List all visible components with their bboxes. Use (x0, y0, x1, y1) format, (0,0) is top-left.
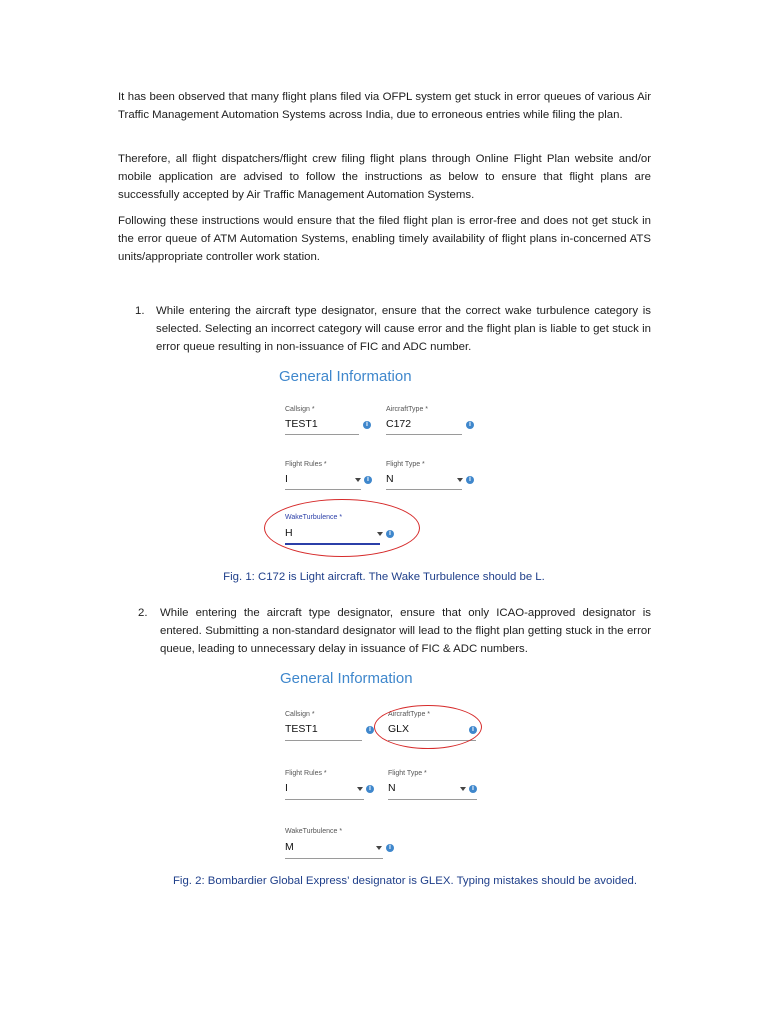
flight-rules-select[interactable] (285, 461, 375, 491)
list-item-2-text: While entering the aircraft type designator, ensure that only ICAO-approved designator is entered. Submitting a non-standard designator will lead to the flight plan getting stuck in the error queue, leading to unnecessary delay in issuance of FIC & ADC numbers. (160, 607, 651, 655)
info-icon[interactable]: i (466, 421, 474, 429)
callsign-label: Callsign * (285, 406, 315, 413)
list-number-1: 1. (135, 305, 145, 317)
caret-down-icon[interactable] (357, 787, 363, 791)
field-underline (285, 489, 361, 490)
flight-type-label: Flight Type * (386, 461, 425, 468)
highlight-ellipse (264, 499, 420, 557)
flight-type-value: N (386, 473, 394, 485)
info-icon[interactable]: i (466, 476, 474, 484)
wake-turbulence-value: M (285, 841, 294, 853)
flight-rules-value: I (285, 473, 288, 485)
list-item-1-text: While entering the aircraft type designator, ensure that the correct wake turbulence category is selected. Selecting an incorrect category will cause error and the flight plan is liable to get stuck in error queue resulting in non-issuance of FIC and ADC number. (156, 305, 651, 353)
aircraft-type-field[interactable] (386, 406, 476, 436)
form-title: General Information (280, 670, 413, 687)
info-icon[interactable]: i (366, 726, 374, 734)
figure-caption-1: Fig. 1: C172 is Light aircraft. The Wake Turbulence should be L. (223, 571, 545, 583)
field-underline (285, 434, 359, 435)
aircraft-type-value: C172 (386, 418, 412, 430)
callsign-field[interactable] (285, 711, 381, 743)
wake-turbulence-select[interactable] (285, 828, 397, 860)
info-icon[interactable]: i (386, 844, 394, 852)
field-underline (386, 434, 462, 435)
aircraft-type-value: GLX (388, 723, 410, 735)
intro-paragraph-3: Following these instructions would ensure that the filed flight plan is error-free and does not get stuck in the error queue of ATM Automation Systems, enabling timely availability of flight plans in-concerned ATS units/appropriate controller work station. (118, 215, 651, 263)
list-number-2: 2. (138, 607, 148, 619)
wake-turbulence-label: WakeTurbulence * (285, 514, 343, 521)
flight-type-label: Flight Type * (388, 770, 427, 777)
field-underline (388, 799, 477, 800)
field-underline (285, 799, 364, 800)
flight-rules-label: Flight Rules * (285, 770, 327, 777)
caret-down-icon[interactable] (457, 478, 463, 482)
caret-down-icon[interactable] (460, 787, 466, 791)
callsign-label: Callsign * (285, 711, 315, 718)
info-icon[interactable]: i (366, 785, 374, 793)
info-icon[interactable]: i (469, 726, 477, 734)
field-underline (386, 489, 462, 490)
field-underline (285, 740, 362, 741)
caret-down-icon[interactable] (376, 846, 382, 850)
wake-turbulence-value: H (285, 527, 293, 539)
general-information-form-2 (274, 666, 489, 864)
aircraft-type-label: AircraftType * (386, 406, 429, 413)
flight-type-select[interactable] (386, 461, 476, 491)
wake-turbulence-label: WakeTurbulence * (285, 828, 343, 835)
flight-rules-label: Flight Rules * (285, 461, 327, 468)
caret-down-icon[interactable] (355, 478, 361, 482)
info-icon[interactable]: i (386, 530, 394, 538)
form-title: General Information (279, 368, 412, 385)
info-icon[interactable]: i (364, 476, 372, 484)
highlight-ellipse (374, 705, 482, 749)
flight-rules-value: I (285, 782, 288, 794)
callsign-value: TEST1 (285, 418, 318, 430)
flight-rules-select[interactable] (285, 770, 381, 802)
intro-paragraph-2: Therefore, all flight dispatchers/flight crew filing flight plans through Online Flight Plan website and/or mobile application are advised to follow the instructions as below to ensure that flight plans are successfully accepted by Air Traffic Management Automation Systems. (118, 153, 651, 201)
figure-caption-2: Fig. 2: Bombardier Global Express’ designator is GLEX. Typing mistakes should be avoided. (172, 875, 638, 887)
info-icon[interactable]: i (363, 421, 371, 429)
callsign-field[interactable] (285, 406, 375, 436)
flight-type-select[interactable] (388, 770, 484, 802)
flight-type-value: N (388, 782, 396, 794)
info-icon[interactable]: i (469, 785, 477, 793)
intro-paragraph-1: It has been observed that many flight plans filed via OFPL system get stuck in error queues of various Air Traffic Management Automation Systems across India, due to erroneous entries while filing the plan. (118, 91, 651, 121)
callsign-value: TEST1 (285, 723, 318, 735)
aircraft-type-label: AircraftType * (388, 711, 431, 718)
field-underline (285, 858, 383, 859)
